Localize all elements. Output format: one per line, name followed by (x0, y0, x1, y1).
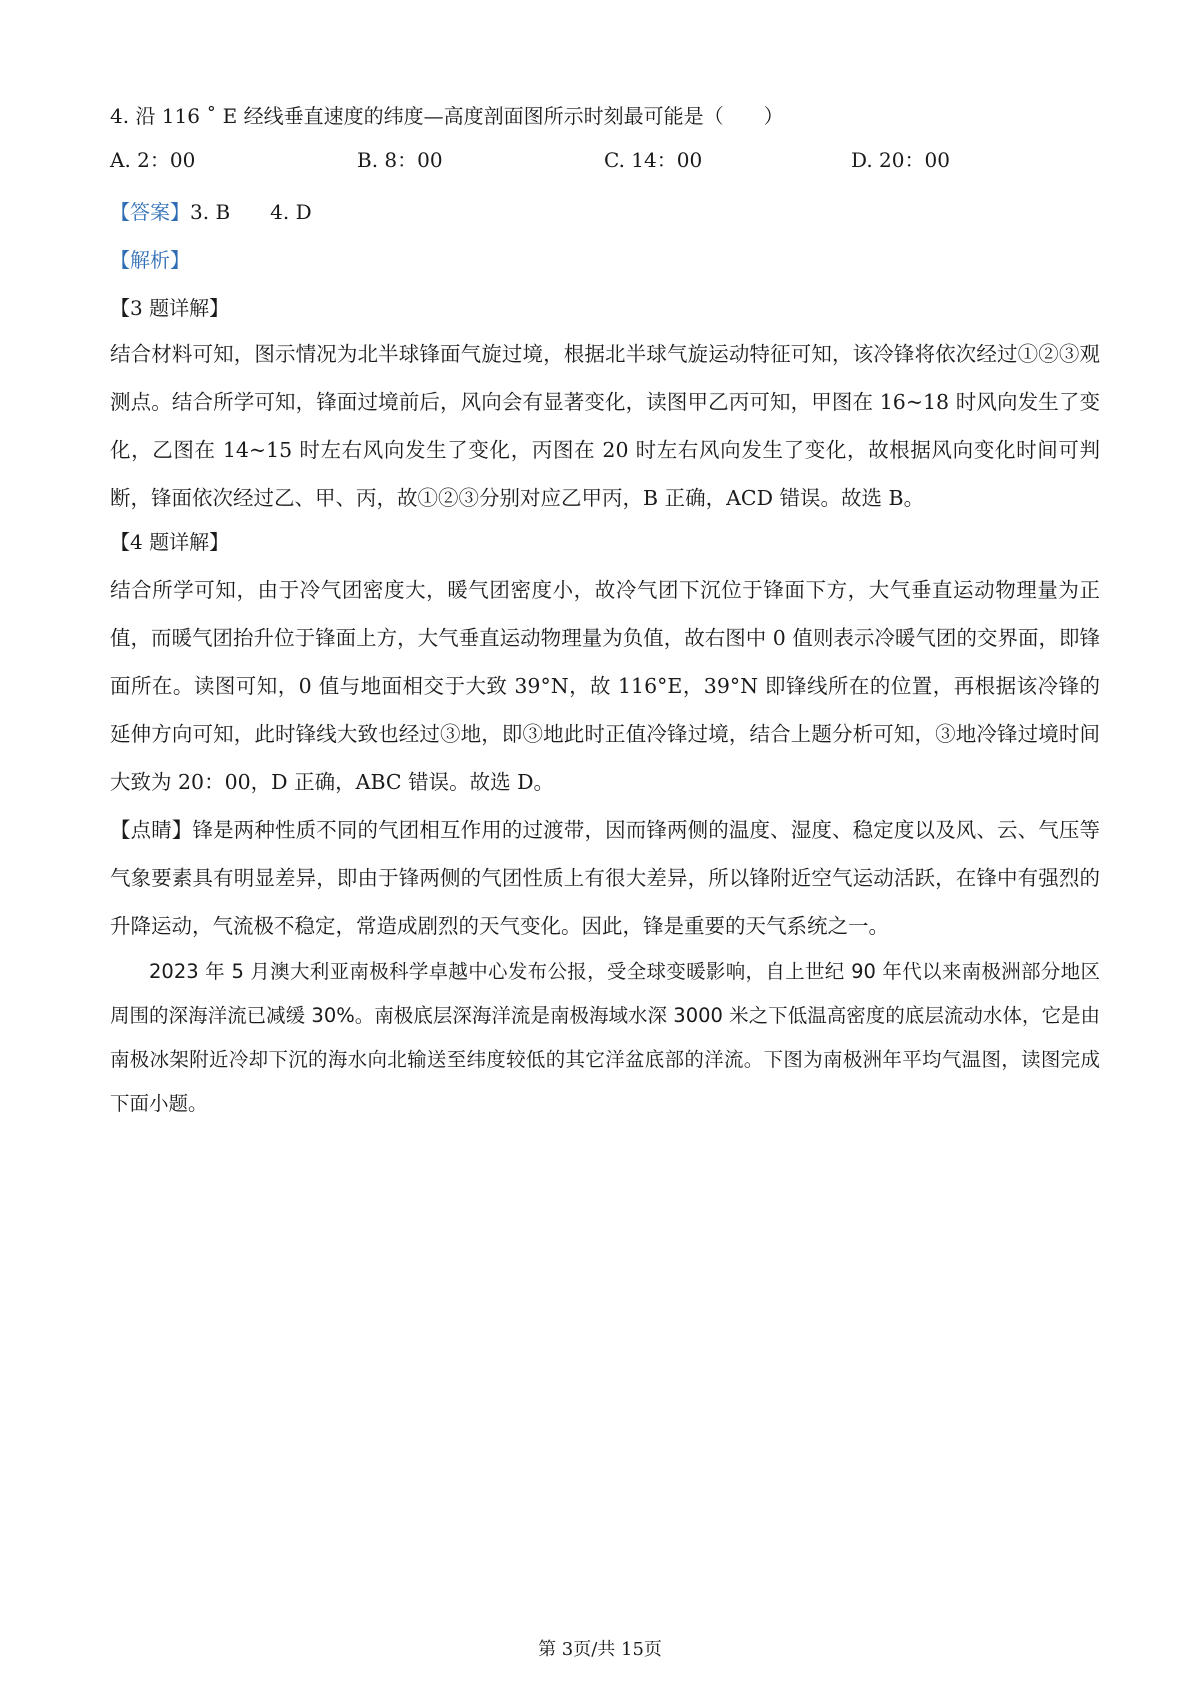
detail-3-heading: 【3 题详解】 (110, 296, 230, 320)
tip-body: 锋是两种性质不同的气团相互作用的过渡带，因而锋两侧的温度、湿度、稳定度以及风、云、气压等气象要素具有明显差异，即由于锋两侧的气团性质上有很大差异，所以锋附近空气运动活跃，在锋中有强烈的升降运动，气流极不稳定，常造成剧烈的天气变化。因此，锋是重要的天气系统之一。 (110, 818, 1101, 938)
question-4-stem: 4. 沿 116 ˚ E 经线垂直速度的纬度—高度剖面图所示时刻最可能是（ ） (110, 104, 784, 128)
answer-tag: 【答案】 (110, 200, 190, 224)
option-a: A. 2：00 (110, 148, 196, 172)
page-number: 第 3页/共 15页 (538, 1639, 662, 1660)
tip-tag: 【点睛】 (110, 818, 193, 842)
answer-line (110, 198, 312, 226)
material-paragraph: 2023 年 5 月澳大利亚南极科学卓越中心发布公报，受全球变暖影响，自上世纪 90 年代以来南极洲部分地区周围的深海洋流已减缓 30%。南极底层深海洋流是南极海域水深 3000 米之下低温高密度的底层流动水体，它是由南极冰架附近冷却下沉的海水向北输送至纬度较低的其它洋盆底部的洋流。下图为南极洲年平均气温图，读图完成下面小题。 (110, 960, 1100, 1115)
detail-4-body: 结合所学可知，由于冷气团密度大，暖气团密度小，故冷气团下沉位于锋面下方，大气垂直运动物理量为正值，而暖气团抬升位于锋面上方，大气垂直运动物理量为负值，故右图中 0 值则表示冷暖气团的交界面，即锋面所在。读图可知，0 值与地面相交于大致 39°N，故 116°E，39°N 即锋线所在的位置，再根据该冷锋的延伸方向可知，此时锋线大致也经过③地，即③地此时正值冷锋过境，结合上题分析可知，③地冷锋过境时间大致为 20：00，D 正确，ABC 错误。故选 D。 (110, 578, 1100, 794)
answer-values: 3. B 4. D (190, 200, 312, 224)
tip-paragraph (110, 806, 1100, 950)
detail-4-heading: 【4 题详解】 (110, 530, 230, 554)
option-d: D. 20：00 (851, 148, 950, 172)
option-c: C. 14：00 (604, 148, 703, 172)
option-b: B. 8：00 (357, 148, 443, 172)
detail-3-body: 结合材料可知，图示情况为北半球锋面气旋过境，根据北半球气旋运动特征可知，该冷锋将依次经过①②③观测点。结合所学可知，锋面过境前后，风向会有显著变化，读图甲乙丙可知，甲图在 16~18 时风向发生了变化，乙图在 14~15 时左右风向发生了变化，丙图在 20 时左右风向发生了变化，故根据风向变化时间可判断，锋面依次经过乙、甲、丙，故①②③分别对应乙甲丙，B 正确，ACD 错误。故选 B。 (110, 342, 1100, 510)
analysis-tag: 【解析】 (110, 248, 190, 272)
